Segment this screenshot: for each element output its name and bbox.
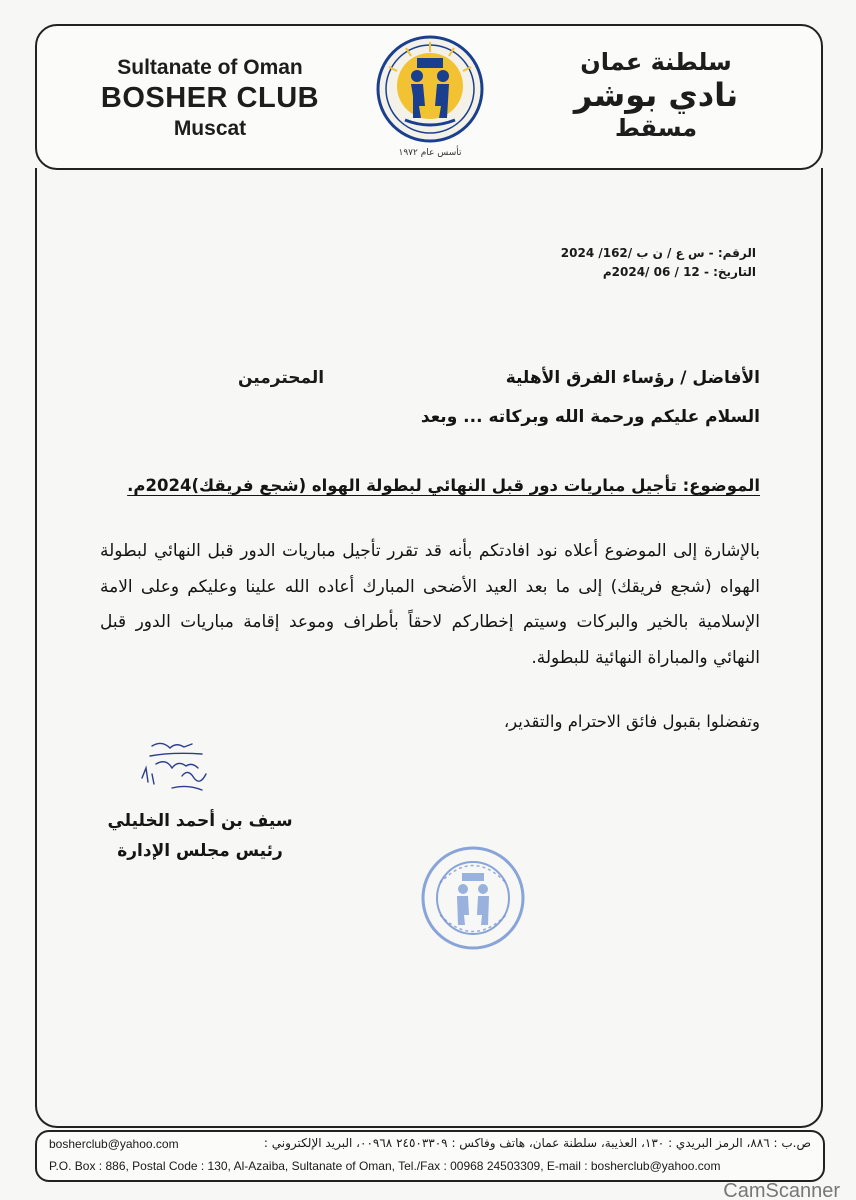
reference-block [561,244,756,282]
addressee: الأفاضل / رؤساء الفرق الأهلية [505,368,760,388]
footer-english-address: P.O. Box : 886, Postal Code : 130, Al-Azaiba, Sultanate of Oman, Tel./Fax : 00968 24503309, E-mail : bosherclub@yahoo.com [49,1159,721,1173]
club-logo [375,34,485,144]
signer-block [100,806,300,866]
reference-date: التاريخ: - 12 / 06 /2024م [602,265,756,279]
letter-footer [35,1130,825,1182]
letter-body: بالإشارة إلى الموضوع أعلاه نود افادتكم بأنه قد تقرر تأجيل مباريات الدور قبل النهائي لبطولة الهواه (شجع فريقك) إلى ما بعد العيد الأضحى المبارك أعاده الله علينا وعليكم وعلى الامة الإسلامية بالخير والبركات وسيتم إخطاركم لاحقاً بأطراف وموعد إقامة مباريات الدور قبل النهائي والمباراة النهائية للبطولة. [100,541,760,668]
scanner-watermark: CamScanner [723,1180,840,1200]
country-ar: سلطنة عمان [580,48,732,76]
club-name-en: BOSHER CLUB [100,82,320,114]
reference-number: الرقم: - س ع / ن ب /162/ 2024 [560,246,756,260]
handwritten-signature [132,738,242,798]
footer-arabic-address: ص.ب : ٨٨٦، الرمز البريدي : ١٣٠، العذيبة، سلطنة عمان، هاتف وفاكس : ٢٤٥٠٣٣٠٩ ٠٠٩٦٨، البريد الإلكتروني : [263,1136,811,1150]
english-letterhead [70,56,350,141]
signer-name: سيف بن أحمد الخليلي [107,811,293,831]
city-en: Muscat [173,117,247,140]
greeting: السلام عليكم ورحمة الله وبركاته ... وبعد [420,407,760,427]
closing-line: وتفضلوا بقبول فائق الاحترام والتقدير، [503,712,760,731]
honorific: المحترمين [238,368,325,388]
club-name-ar: نادي بوشر [573,76,739,114]
country-en: Sultanate of Oman [117,56,303,79]
club-stamp [418,843,528,953]
arabic-letterhead [526,48,786,142]
signer-title: رئيس مجلس الإدارة [117,841,283,861]
subject-line: الموضوع: تأجيل مباريات دور قبل النهائي لبطولة الهواه (شجع فريقك)2024م. [127,476,760,495]
footer-email: bosherclub@yahoo.com [49,1137,179,1151]
logo-caption: تأسس عام ١٩٧٢ [398,148,462,158]
city-ar: مسقط [614,114,698,142]
